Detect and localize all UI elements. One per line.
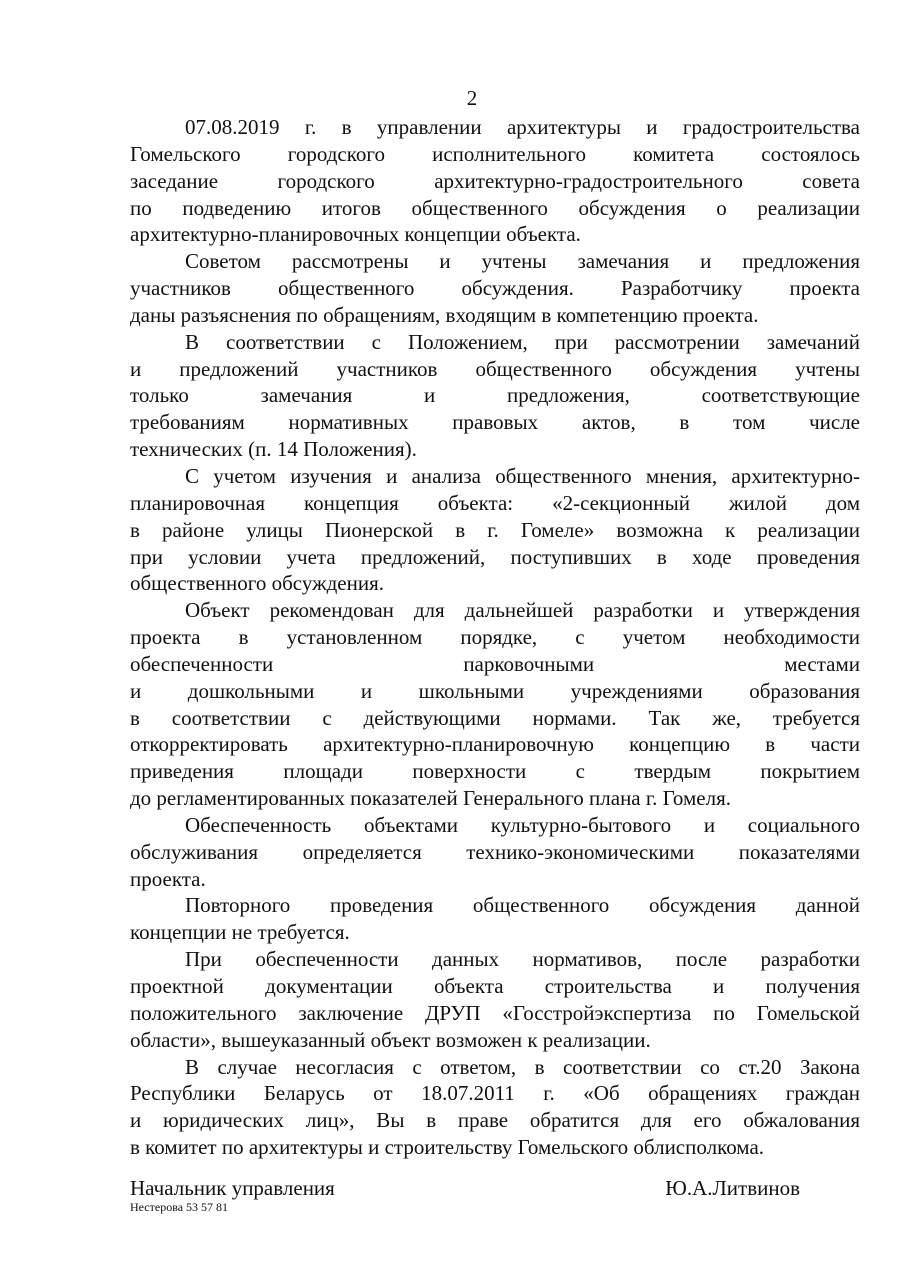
text-line: даны разъяснения по обращениям, входящим в компетенцию проекта. [130, 302, 759, 327]
paragraph [130, 597, 860, 812]
text-line: проекта в установленном порядке, с учетом необходимости [130, 625, 860, 650]
text-line: В соответствии с Положением, при рассмотрении замечаний [185, 329, 860, 354]
signatory-name: Ю.А.Литвинов [665, 1176, 800, 1200]
text-line: В случае несогласия с ответом, в соответствии со ст.20 Закона [185, 1054, 860, 1079]
text-line: и юридических лиц», Вы в праве обратится для его обжалования [130, 1108, 860, 1133]
text-line: и предложений участников общественного обсуждения учтены [130, 356, 860, 381]
page-number: 2 [466, 86, 478, 110]
signatory-position: Начальник управления [130, 1176, 335, 1200]
paragraph [130, 329, 860, 463]
text-line: и дошкольными и школьными учреждениями образования [130, 678, 860, 703]
paragraph [130, 114, 860, 248]
signature-block [130, 1176, 800, 1201]
text-line: Обеспеченность объектами культурно-бытового и социального [185, 812, 860, 837]
text-line: участников общественного обсуждения. Разработчику проекта [130, 276, 860, 301]
paragraph [130, 463, 860, 597]
text-line: обеспеченности парковочными местами [130, 651, 860, 676]
text-line: заседание городского архитектурно-градостроительного совета [130, 168, 860, 193]
text-line: до регламентированных показателей Генерального плана г. Гомеля. [130, 786, 732, 811]
paragraph [130, 946, 860, 1053]
text-line: архитектурно-планировочных концепции объекта. [130, 222, 581, 247]
text-line: откорректировать архитектурно-планировочную концепцию в части [130, 732, 860, 757]
text-line: Гомельского городского исполнительного комитета состоялось [130, 141, 860, 166]
text-line: С учетом изучения и анализа общественного мнения, архитектурно- [185, 463, 860, 488]
text-line: области», вышеуказанный объект возможен к реализации. [130, 1027, 651, 1052]
text-line: положительного заключение ДРУП «Госстройэкспертиза по Гомельской [130, 1000, 860, 1025]
text-line: При обеспеченности данных нормативов, после разработки [185, 947, 860, 972]
text-line: Повторного проведения общественного обсуждения данной [185, 893, 860, 918]
text-line: технических (п. 14 Положения). [130, 437, 417, 462]
text-line: по подведению итогов общественного обсуждения о реализации [130, 195, 860, 220]
text-line: в комитет по архитектуры и строительству Гомельского облисполкома. [130, 1135, 765, 1160]
text-line: требованиям нормативных правовых актов, в том числе [130, 410, 860, 435]
text-line: проекта. [130, 866, 206, 891]
text-line: общественного обсуждения. [130, 571, 384, 596]
text-line: проектной документации объекта строительства и получения [130, 974, 860, 998]
text-line: при условии учета предложений, поступивших в ходе проведения [130, 544, 860, 569]
executor-contact: Нестерова 53 57 81 [130, 1200, 229, 1214]
text-line: планировочная концепция объекта: «2-секционный жилой дом [130, 490, 860, 515]
text-line: в соответствии с действующими нормами. Так же, требуется [130, 705, 860, 730]
text-line: в районе улицы Пионерской в г. Гомеле» возможна к реализации [130, 517, 860, 542]
text-line: Республики Беларусь от 18.07.2011 г. «Об обращениях граждан [130, 1081, 860, 1106]
paragraph [130, 1054, 860, 1161]
text-line: 07.08.2019 г. в управлении архитектуры и градостроительства [185, 115, 860, 139]
paragraph [130, 892, 860, 946]
paragraph [130, 248, 860, 329]
text-line: концепции не требуется. [130, 920, 350, 945]
text-line: только замечания и предложения, соответствующие [130, 383, 860, 408]
paragraph [130, 812, 860, 893]
text-line: обслуживания определяется технико-экономическими показателями [130, 839, 860, 864]
text-line: Советом рассмотрены и учтены замечания и предложения [185, 249, 860, 274]
letter-body [130, 114, 860, 1161]
text-line: Объект рекомендован для дальнейшей разработки и утверждения [185, 598, 860, 623]
text-line: приведения площади поверхности с твердым покрытием [130, 759, 860, 784]
